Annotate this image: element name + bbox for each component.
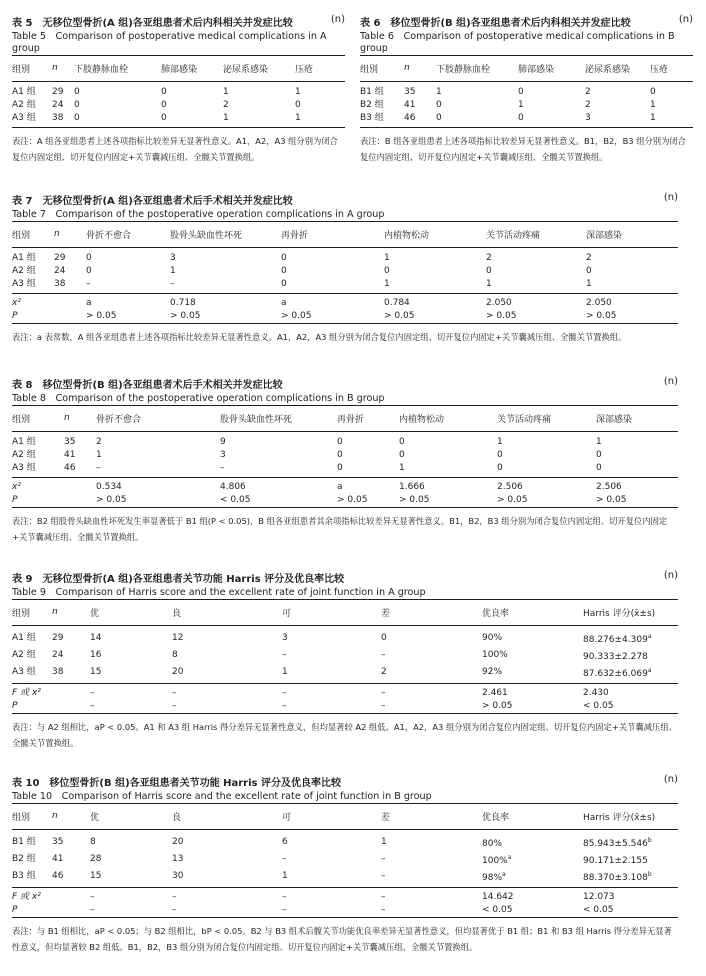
data-table: 组别 n 下肢静脉血栓 肺部感染 泌尿系感染 压疮 A1 组 29 0 0 1 1 A2 组 24 0 0 2 0 A3 组 38 0 0 1 1 [12, 55, 345, 128]
table-note: 表注：a 表常数，A 组各亚组患者上述各项指标比较差异无显著性意义。A1，A2，A3 组分别为闭合复位内固定组、切开复位内固定+关节囊减压组、全髋关节置换组。 [12, 331, 627, 342]
stat-row: P – – – – > 0.05 < 0.05 [12, 700, 614, 711]
table-row: A3 组 38 15 20 1 2 92% 87.632±6.069$^a$ [12, 666, 652, 679]
table-row: B2 组 41 0 1 2 1 [360, 99, 656, 110]
table-row: B1 组 35 1 0 2 0 [360, 86, 656, 97]
table-row: A3 组 46 – – 0 1 0 0 [12, 462, 602, 473]
data-table: 组别 n 优 良 可 差 优良率 Harris 评分(x̄±s) A1 组 29 14 12 3 0 90% 88.276±4.309$^a$ A2 组 24 16 8 – – 100% 90.333±2.278 A3 组 38 15 20 1 2 92% 87.632±6.069$^a$ F 或 x² – – – – 2.461 2.430 P – – – – > 0.05 < 0.05 [12, 599, 678, 714]
data-table: 组别 n 下肢静脉血栓 肺部感染 泌尿系感染 压疮 B1 组 35 1 0 2 0 B2 组 41 0 1 2 1 B3 组 46 0 0 3 1 [360, 55, 693, 128]
table-note: 表注：B2 组股骨头缺血性坏死发生率显著低于 B1 组(P < 0.05)，B 组各亚组患者其余项指标比较差异无显著性意义。B1，B2，B3 组分别为闭合复位内固定组、切开复位内固定+关节囊减压组、全髋关节置换组。 [12, 515, 668, 542]
table-title-cn: 表 7 无移位型骨折(A 组)各亚组患者术后手术相关并发症比较 (n) [12, 192, 678, 207]
table-row: A1 组 35 2 9 0 0 1 1 [12, 436, 602, 447]
data-table: 组别 n 骨折不愈合 股骨头缺血性坏死 再骨折 内植物松动 关节活动疼痛 深部感染 A1 组 29 0 3 0 1 2 2 A2 组 24 0 1 0 0 0 0 A3 组 38 – – 0 1 1 1 x² a 0.718 a 0.784 2.050 2.050 P > 0.05 > 0.05 > 0.05 > 0.05 > 0.05 > 0.05 [12, 221, 678, 324]
table-title-en: Table 5 Comparison of postoperative medical complications in A group [12, 31, 327, 54]
table-title-en: Table 8 Comparison of the postoperative operation complications in B group [12, 393, 385, 404]
stat-row: P – – – – < 0.05 < 0.05 [12, 904, 614, 915]
table-title-cn: 表 9 无移位型骨折(A 组)各亚组患者关节功能 Harris 评分及优良率比较 (n) [12, 570, 678, 585]
stat-row: P > 0.05 > 0.05 > 0.05 > 0.05 > 0.05 > 0.05 [12, 310, 617, 321]
table-title-en: Table 10 Comparison of Harris score and the excellent rate of joint function in B group [12, 791, 432, 802]
table-title-cn: 表 8 移位型骨折(B 组)各亚组患者术后手术相关并发症比较 (n) [12, 376, 678, 391]
stat-row: F 或 x² – – – – 2.461 2.430 [12, 687, 609, 698]
table-title-en: Table 9 Comparison of Harris score and the excellent rate of joint function in A group [12, 587, 426, 598]
table-row: A1 组 29 0 3 0 1 2 2 [12, 252, 592, 263]
table-row: A1 组 29 14 12 3 0 90% 88.276±4.309$^a$ [12, 632, 652, 645]
table-row: A3 组 38 0 0 1 1 [12, 112, 301, 123]
table-row: A2 组 24 0 1 0 0 0 0 [12, 265, 592, 276]
table-title-cn: 表 5 无移位型骨折(A 组)各亚组患者术后内科相关并发症比较 (n) [12, 14, 345, 29]
table-row: A3 组 38 – – 0 1 1 1 [12, 278, 592, 289]
stat-row: x² 0.534 4.806 a 1.666 2.506 2.506 [12, 481, 622, 492]
table-row: B2 组 41 28 13 – – 100%$^a$ 90.171±2.155 [12, 853, 648, 866]
table-row: A1 组 29 0 0 1 1 [12, 86, 301, 97]
stat-row: x² a 0.718 a 0.784 2.050 2.050 [12, 297, 612, 308]
table-8-block [12, 376, 678, 545]
data-table: 组别 n 优 良 可 差 优良率 Harris 评分(x̄±s) B1 组 35 8 20 6 1 80% 85.943±5.546$^b$ B2 组 41 28 13 – – 100%$^a$ 90.171±2.155 B3 组 46 15 30 1 – 98%$^a$ 88.370±3.108$^b$ F 或 x² – – – – 14.642 12.073 P – – – – < 0.05 < 0.05 [12, 803, 678, 918]
table-note: 表注：与 B1 组相比，aP < 0.05；与 B2 组相比，bP < 0.05。B2 与 B3 组术后髋关节功能优良率差异无显著性意义，但均显著优于 B1 组；B1 和 B3 组 Harris 得分差异无显著性意义，但均显著较 B2 组低。B1，B2，B3 组分别为闭合复位内固定组、切开复位内固定+关节囊减压组、全髋关节置换组。 [12, 925, 672, 952]
table-title-en: Table 7 Comparison of the postoperative operation complications in A group [12, 209, 385, 220]
table-row: B1 组 35 8 20 6 1 80% 85.943±5.546$^b$ [12, 836, 652, 849]
table-row: B3 组 46 15 30 1 – 98%$^a$ 88.370±3.108$^b$ [12, 870, 652, 883]
stat-row: P > 0.05 < 0.05 > 0.05 > 0.05 > 0.05 > 0.05 [12, 494, 627, 505]
table-row: B3 组 46 0 0 3 1 [360, 112, 656, 123]
table-9-block [12, 570, 678, 751]
table-row: A2 组 41 1 3 0 0 0 0 [12, 449, 602, 460]
table-10-block [12, 774, 678, 955]
table-6-block [360, 14, 693, 165]
table-5-block [12, 14, 345, 165]
table-note: 表注：A 组各亚组患者上述各项指标比较差异无显著性意义。A1，A2，A3 组分别为闭合复位内固定组、切开复位内固定+关节囊减压组、全髋关节置换组。 [12, 135, 338, 162]
table-title-en: Table 6 Comparison of postoperative medical complications in B group [360, 31, 675, 54]
table-title-cn: 表 6 移位型骨折(B 组)各亚组患者术后内科相关并发症比较 (n) [360, 14, 693, 29]
table-note: 表注：与 A2 组相比，aP < 0.05。A1 和 A3 组 Harris 得分差异无显著性意义，但均显著较 A2 组低。A1，A2，A3 组分别为闭合复位内固定组、切开复位内固定+关节囊减压组、全髋关节置换组。 [12, 721, 677, 748]
table-7-block [12, 192, 678, 345]
data-table: 组别 n 骨折不愈合 股骨头缺血性坏死 再骨折 内植物松动 关节活动疼痛 深部感染 A1 组 35 2 9 0 0 1 1 A2 组 41 1 3 0 0 0 0 A3 组 46 – – 0 1 0 0 x² 0.534 4.806 a 1.666 2.506 2.506 P > 0.05 < 0.05 > 0.05 > 0.05 > 0.05 > 0.05 [12, 405, 678, 508]
stat-row: F 或 x² – – – – 14.642 12.073 [12, 891, 615, 902]
table-note: 表注：B 组各亚组患者上述各项指标比较差异无显著性意义。B1，B2，B3 组分别为闭合复位内固定组、切开复位内固定+关节囊减压组、全髋关节置换组。 [360, 135, 686, 162]
table-row: A2 组 24 16 8 – – 100% 90.333±2.278 [12, 649, 648, 662]
table-title-cn: 表 10 移位型骨折(B 组)各亚组患者关节功能 Harris 评分及优良率比较 (n) [12, 774, 678, 789]
table-row: A2 组 24 0 0 2 0 [12, 99, 301, 110]
